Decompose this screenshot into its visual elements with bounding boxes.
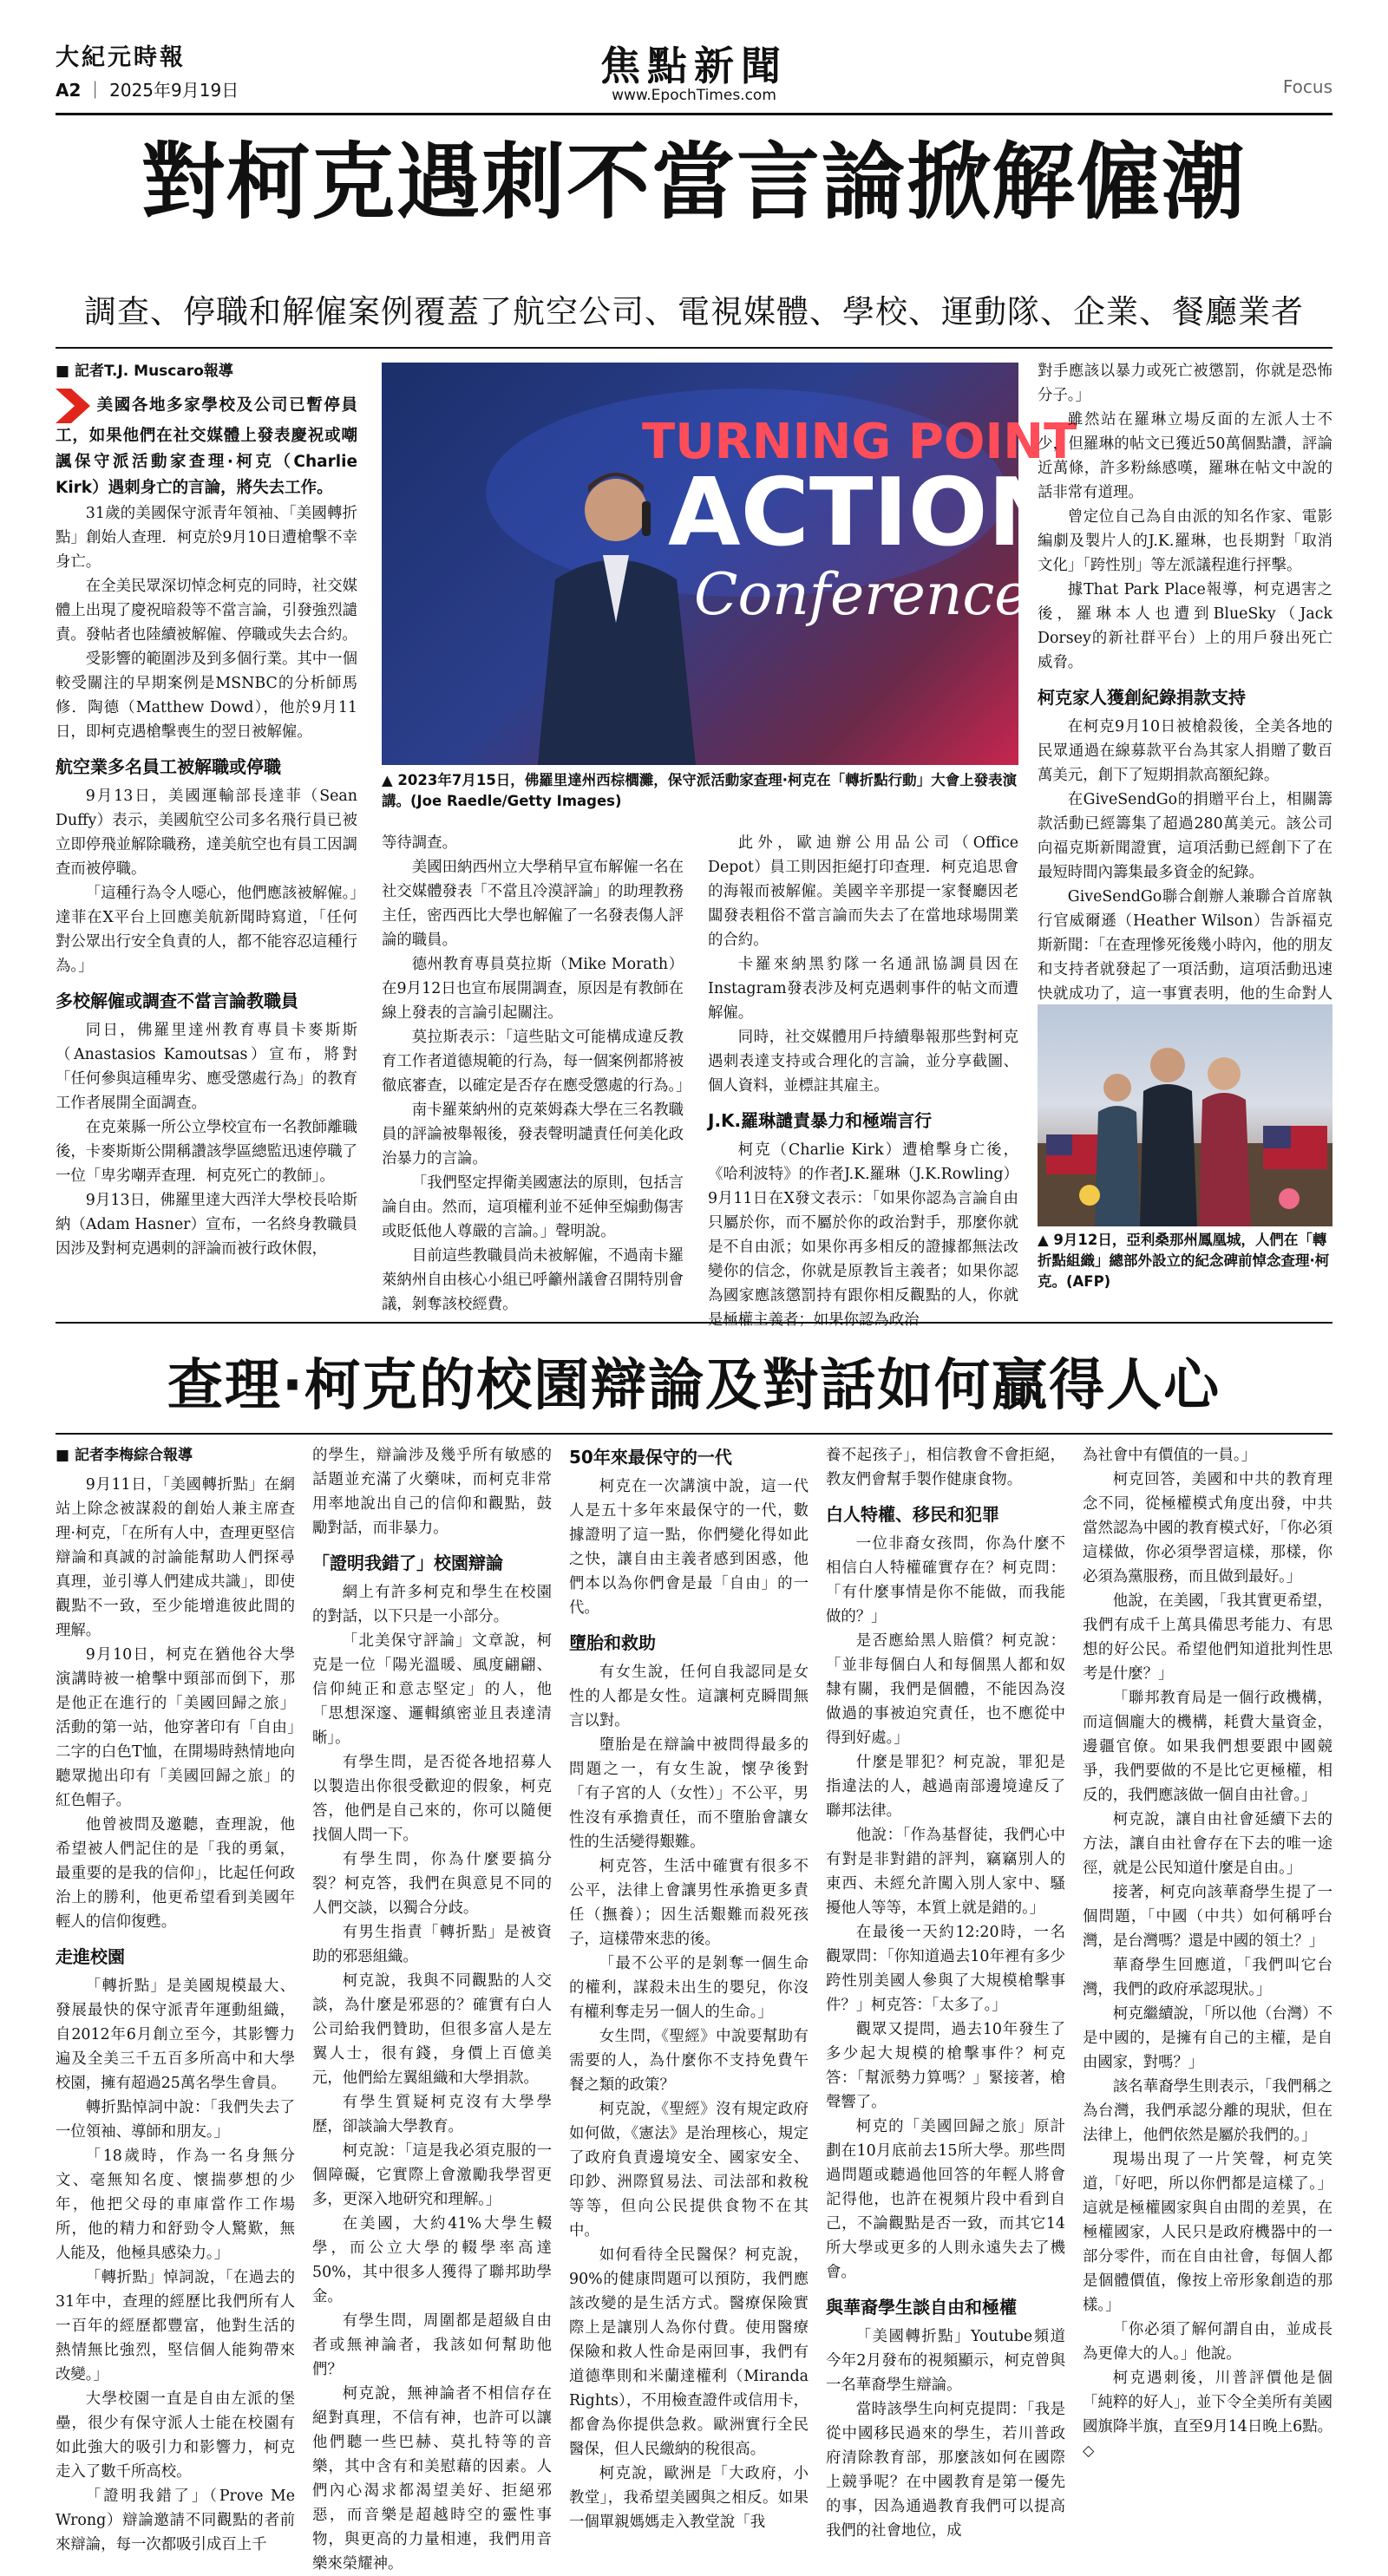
issue-date: 2025年9月19日 — [109, 80, 239, 101]
article1-byline: ■ 記者T.J. Muscaro報導 — [56, 363, 233, 380]
flower — [1279, 1188, 1300, 1209]
site-url: www.EpochTimes.com — [612, 87, 776, 104]
paragraph: 柯克說，《聖經》沒有規定政府如何做，《憲法》是治理核心，規定了政府負責邊境安全、國家安全、印鈔、洲際貿易法、司法部和救稅等等，但向公民提供食物不在其中。 — [569, 2101, 809, 2239]
paragraph: 的學生，辯論涉及幾乎所有敏感的話題並充滿了火藥味，而柯克非常用率地說出自己的信仰和觀點，鼓勵對話，而非暴力。 — [312, 1447, 552, 1537]
paragraph: 「轉折點」是美國規模最大、發展最快的保守派青年運動組織，自2012年6月創立至今，其影響力遍及全美三千五百多所高中和大學校園，擁有超過25萬名學生會員。 — [56, 1978, 295, 2092]
paragraph: 同日，佛羅里達州教育專員卡麥斯斯（Anastasios Kamoutsas）宣布，將對「任何參與這種卑劣、應受懲處行為」的教育工作者展開全面調查。 — [56, 1022, 357, 1112]
paragraph: 「聯邦教育局是一個行政機構，而這個龐大的機構，耗費大量資金，邊疆官僚。如果我們想要跟中國競爭，我們要做的不是比它更極權，相反的，我們應該做一個自由社會。」 — [1083, 1690, 1332, 1804]
article2-byline: ■ 記者李梅綜合報導 — [56, 1447, 193, 1464]
article2-column-3 — [569, 1443, 809, 2531]
paragraph: 華裔學生回應道，「我們叫它台灣，我們的政府承認現狀。」 — [1083, 1957, 1332, 1998]
paragraph: 女生問，《聖經》中說要幫助有需要的人，為什麼你不支持免費午餐之類的政策？ — [569, 2028, 809, 2094]
paragraph: 柯克（Charlie Kirk）遭槍擊身亡後，《哈利波特》的作者J.K.羅琳（J.K.Rowling）9月11日在X發文表示：「如果你認為言論自由只屬於你，而不屬於你的政治對手，那麼你就是不自由派；如果你再多相反的證據都無法改變你的信念，你就是原教旨主義者；如果你認為國家應該懲罰持有跟你相反觀點的人，你就是極權主義者；如果你認為政治 — [708, 1141, 1018, 1329]
paragraph: 柯克回答，美國和中共的教育理念不同，從極權模式角度出發，中共當然認為中國的教育模式好，「你必須這樣做，你必須學習這樣，那樣，你必須為黨服務，而且做到最好。」 — [1083, 1471, 1332, 1585]
paragraph: 一位非裔女孩問，你為什麼不相信白人特權確實存在？柯克問：「有什麼事情是你不能做，而我能做的？」 — [826, 1535, 1065, 1625]
paragraph: 有女生說，任何自我認同是女性的人都是女性。這讓柯克瞬間無言以對。 — [569, 1664, 809, 1729]
paragraph: 據That Park Place報導，柯克遇害之後，羅琳本人也遭到BlueSky（Jack Dorsey的新社群平台）上的用戶發出死亡威脅。 — [1038, 581, 1332, 671]
paragraph: 「這種行為令人噁心，他們應該被解僱。」達菲在X平台上回應美航新聞時寫道，「任何對公眾出行安全負責的人，都不能容忍這種行為。」 — [56, 885, 357, 975]
memorial-photo-illustration — [1038, 1004, 1332, 1226]
article1-column-3 — [708, 831, 1018, 1329]
paragraph: 柯克繼續說，「所以他（台灣）不是中國的，是擁有自己的主權，是自由國家，對嗎？」 — [1083, 2005, 1332, 2071]
paragraph: 該名華裔學生則表示，「我們稱之為台灣，我們承認分離的現狀，但在法律上，他們依然是屬於我們的。」 — [1083, 2078, 1332, 2144]
article1-headline: 對柯克遇刺不當言論掀解僱潮 — [141, 134, 1247, 231]
headline-rule — [56, 347, 1332, 349]
subheading: 白人特權、移民和犯罪 — [826, 1504, 999, 1525]
speech-photo-illustration — [382, 363, 1077, 765]
paragraph: 有學生問，是否從各地招募人以製造出你很受歡迎的假象，柯克答，他們是自己來的，你可以隨便找個人問一下。 — [312, 1754, 552, 1844]
paragraph: 養不起孩子」，相信教會不會拒絕，教友們會幫手製作健康食物。 — [826, 1447, 1065, 1488]
microphone-icon — [642, 501, 651, 536]
paragraph: 柯克答，生活中確實有很多不公平，法律上會讓男性承擔更多責任（撫養）；因生活艱難而殺死孩子，這樣帶來悲的後。 — [569, 1858, 809, 1948]
photo2-caption: ▲ 9月12日，亞利桑那州鳳凰城，人們在「轉折點組織」總部外設立的紀念碑前悼念查理·柯克。(AFP) — [1038, 1232, 1330, 1290]
paragraph: 9月10日，柯克在猶他谷大學演講時被一槍擊中頸部而倒下，那是他正在進行的「美國回歸之旅」活動的第一站，他穿著印有「自由」二字的白色T恤，在開場時熱情地向聽眾拋出印有「美國回歸之旅」的紅色帽子。 — [56, 1646, 295, 1809]
speaker-head — [585, 479, 647, 541]
paragraph: 「我們堅定捍衛美國憲法的原則，包括言論自由。然而，這項權利並不延伸至煽動傷害或貶低他人尊嚴的言論。」聲明說。 — [382, 1174, 684, 1240]
paragraph: 美國田納西州立大學稍早宣布解僱一名在社交媒體發表「不當且冷漠評論」的助理教務主任，密西西比大學也解僱了一名發表傷人評論的職員。 — [382, 859, 684, 949]
paragraph: GiveSendGo聯合創辦人兼聯合首席執行官威爾遜（Heather Wilson）告訴福克斯新聞：「在查理慘死後幾小時內，他的朋友和支持者就發起了一項活動，這項活動迅速快就成功了，這一事實表明，他的生命對人 — [1038, 888, 1332, 1003]
paragraph: 9月11日，「美國轉折點」在網站上除念被謀殺的創始人兼主席查理·柯克，「在所有人中，查理更堅信辯論和真誠的討論能幫助人們探尋真理，並引導人們建成共識」，即使觀點不一致，至少能增進彼此間的理解。 — [56, 1476, 295, 1639]
article2-column-2 — [312, 1443, 552, 2573]
page-info — [56, 76, 239, 101]
paragraph: 柯克說，讓自由社會延續下去的方法，讓自由社會存在下去的唯一途徑，就是公民知道什麼是自由。」 — [1083, 1811, 1332, 1877]
paragraph: 當時該學生向柯克提問：「我是從中國移民過來的學生，若川普政府清除教育部，那麼該如何在國際上競爭呢？在中國教育是第一優先的事，因為通過教育我們可以提高我們的社會地位，成 — [826, 2401, 1065, 2540]
paragraph: 對手應該以暴力或死亡被懲罰，你就是恐怖分子。」 — [1038, 363, 1332, 404]
article1-column-2 — [382, 831, 691, 1313]
mourner-body-1 — [1140, 1084, 1197, 1226]
paragraph: 有男生指責「轉折點」是被資助的邪惡組織。 — [312, 1924, 552, 1965]
photo1-caption: ▲ 2023年7月15日，佛羅里達州西棕櫚灘，保守派活動家查理·柯克在「轉折點行動」大會上發表演講。(Joe Raedle/Getty Images) — [382, 772, 1018, 809]
paragraph: 莫拉斯表示：「這些貼文可能構成違反教育工作者道德規範的行為，每一個案例都將被徹底審查，以確定是否存在應受懲處的行為。」 — [382, 1029, 691, 1095]
paragraph: 他曾被問及邀聽，查理說，他希望被人們記住的是「我的勇氣，最重要的是我的信仰」，比起任何政治上的勝利，他更希望看到美國年輕人的信仰復甦。 — [56, 1816, 295, 1931]
paragraph: 為社會中有價值的一員。」 — [1083, 1447, 1256, 1464]
photo-memorial — [1038, 1004, 1332, 1226]
article2-column-1 — [56, 1443, 295, 2553]
subheading: 柯克家人獲創紀錄捐款支持 — [1038, 687, 1246, 708]
subheading: 50年來最保守的一代 — [569, 1447, 732, 1468]
banner-text-top: TURNING POINT — [642, 414, 1077, 470]
article2-column-5 — [1083, 1443, 1332, 2491]
flag-right-canton — [1263, 1126, 1291, 1148]
lead-text: 美國各地多家學校及公司已暫停員工，如果他們在社交媒體上發表慶祝或嘲諷保守派活動家查理·柯克（Charlie Kirk）遇刺身亡的言論，將失去工作。 — [56, 396, 357, 497]
paragraph: 有學生問，你為什麼要搞分裂？柯克答，我們在與意見不同的人們交談，以獨合分歧。 — [312, 1851, 552, 1917]
paragraph: 轉折點悼詞中說：「我們失去了一位領袖、導師和朋友。」 — [56, 2099, 295, 2141]
headline2-rule — [56, 1433, 1332, 1435]
article1-column-1 — [56, 359, 357, 1313]
article1-subhead: 調查、停職和解僱案例覆蓋了航空公司、電視媒體、學校、運動隊、企業、餐廳業者 — [84, 293, 1304, 330]
paragraph: 在GiveSendGo的捐贈平台上，相關籌款活動已經籌集了超過280萬美元。該公司向福克斯新聞證實，這項活動已經創下了在最短時間內籌集最多資金的紀錄。 — [1038, 791, 1332, 881]
banner-text-main: ACTION — [668, 459, 1066, 567]
article1-lead — [56, 389, 357, 501]
mourner-head-3 — [1103, 1074, 1131, 1102]
paragraph: 現場出現了一片笑聲，柯克笑道，「好吧，所以你們都是這樣了。」這就是極權國家與自由間的差異，在極權國家，人民只是政府機器中的一部分零件，而在自由社會，每個人都是個體價值，像按上帝形象創造的那樣。」 — [1083, 2151, 1332, 2314]
paragraph: 他說，在美國，「我其實更希望，我們有成千上萬具備思考能力、有思想的好公民。希望他們知道批判性思考是什麼？」 — [1083, 1592, 1332, 1683]
subheading: 航空業多名員工被解職或停職 — [56, 756, 281, 777]
photo-charlie-kirk-speech — [382, 363, 1077, 765]
paragraph: 曾定位自己為自由派的知名作家、電影編劇及製片人的J.K.羅琳，也長期對「取消文化」「跨性別」等左派議程進行抨擊。 — [1038, 508, 1332, 574]
subheading: J.K.羅琳譴責暴力和極端言行 — [708, 1110, 933, 1131]
paragraph: 網上有許多柯克和學生在校園的對話，以下只是一小部分。 — [312, 1584, 552, 1625]
paragraph: 柯克的「美國回歸之旅」原計劃在10月底前去15所大學。那些問過問題或聽過他回答的年輕人將會記得他，也許在視頻片段中看到自己，不論觀點是否一致，而其它14所大學或更多的人則永遠失去了機會。 — [826, 2118, 1065, 2281]
subheading: 與華裔學生談自由和極權 — [826, 2297, 1017, 2318]
subheading: 走進校園 — [56, 1946, 125, 1967]
flag-left-canton — [1046, 1134, 1072, 1155]
paragraph: 有學生質疑柯克沒有大學學歷，卻談論大學教育。 — [312, 2094, 552, 2135]
paragraph: 大學校園一直是自由左派的堡壘，很少有保守派人士能在校園有如此強大的吸引力和影響力，柯克走入了數千所高校。 — [56, 2390, 295, 2481]
article2-column-4 — [826, 1443, 1065, 2540]
mourner-body-3 — [1095, 1106, 1140, 1226]
paragraph: 「北美保守評論」文章說，柯克是一位「陽光溫暖、風度翩翩、信仰純正和意志堅定」的人，他「思想深邃、邏輯縝密並且表達清晰」。 — [312, 1632, 552, 1747]
paragraph: 接著，柯克向該華裔學生提了一個問題，「中國（中共）如何稱呼台灣，是台灣嗎？還是中國的領土？」 — [1083, 1884, 1332, 1950]
paragraph: 墮胎是在辯論中被問得最多的問題之一，有女生說，懷孕後對「有子宮的人（女性）」不公平，男性沒有承擔責任，而不墮胎會讓女性的生活變得艱難。 — [569, 1736, 809, 1851]
flower — [1079, 1185, 1100, 1206]
paragraph: 他說：「作為基督徒，我們心中有對是非對錯的評判，竊竊別人的東西、未經允許闖入別人家中、騷擾他人等等，本質上就是錯的。」 — [826, 1827, 1065, 1917]
paragraph: 「美國轉折點」Youtube頻道今年2月發布的視頻顯示，柯克曾與一名華裔學生辯論。 — [826, 2328, 1065, 2394]
article1-column-4 — [1038, 359, 1332, 1003]
paragraph: 什麼是罪犯？柯克說，罪犯是指違法的人，越過南部邊境違反了聯邦法律。 — [826, 1754, 1065, 1820]
paragraph: 柯克說，歐洲是「大政府，小教堂」，我希望美國與之相反。如果一個單親媽媽走入教堂說「我 — [569, 2465, 809, 2531]
paragraph: 同時，社交媒體用戶持續舉報那些對柯克遇刺表達支持或合理化的言論，並分享截圖、個人資料，並標註其雇主。 — [708, 1029, 1018, 1095]
paragraph: 目前這些教職員尚未被解僱，不過南卡羅萊納州自由核心小組已呼籲州議會召開特別會議，剝奪該校經費。 — [382, 1247, 684, 1313]
paragraph: 觀眾又提問，過去10年發生了多少起大規模的槍擊事件？柯克答：「幫派勢力算嗎？」緊接著，槍聲響了。 — [826, 2021, 1065, 2111]
paragraph: 「轉折點」悼詞說，「在過去的31年中，查理的經歷比我們所有人一百年的經歷都豐富，他對生活的熱情無比強烈，堅信個人能夠帶來改變。」 — [56, 2269, 295, 2383]
masthead — [56, 35, 1332, 108]
paragraph: 在最後一天約12:20時，一名觀眾問：「你知道過去10年裡有多少跨性別美國人參與了大規模槍擊事件？」柯克答：「太多了。」 — [826, 1924, 1065, 2014]
paragraph: 受影響的範圍涉及到多個行業。其中一個較受關注的早期案例是MSNBC的分析師馬修．陶德（Matthew Dowd），他於9月11日，即柯克遇槍擊喪生的翌日被解僱。 — [56, 651, 357, 741]
masthead-rule — [56, 113, 1332, 115]
paragraph: 有學生問，周圍都是超級自由者或無神論者，我該如何幫助他們？ — [312, 2312, 552, 2378]
subheading: 「證明我錯了」校園辯論 — [312, 1553, 503, 1573]
section-title: 焦點新聞 — [600, 42, 788, 89]
page-number: A2 — [56, 80, 82, 101]
paragraph: 是否應給黑人賠償？柯克說：「並非每個白人和每個黑人都和奴隸有關，我們是個體，不能因為沒做過的事被迫究責任，也不應從中得到好處。」 — [826, 1632, 1065, 1747]
page-separator: ｜ — [81, 80, 110, 101]
paragraph: 在美國，大約41%大學生輟學，而公立大學的輟學率高達50%，其中很多人獲得了聯邦助學金。 — [312, 2215, 552, 2305]
paragraph: 「18歲時，作為一名身無分文、毫無知名度、懷揣夢想的少年，他把父母的車庫當作工作場所，他的精力和舒勁令人驚歎，無人能及，他極具感染力。」 — [56, 2148, 295, 2262]
paragraph: 柯克遇刺後，川普評價他是個「純粹的好人」，並下令全美所有美國國旗降半旗，直至9月14日晚上6點。◇ — [1083, 2370, 1332, 2460]
banner-text-bottom: Conference — [694, 561, 1029, 628]
paragraph: 柯克在一次講演中說，這一代人是五十多年來最保守的一代，數據證明了這一點，你們變化得如此之快，讓自由主義者感到困惑，他們本以為你們會是最「自由」的一代。 — [569, 1478, 809, 1617]
paragraph: 德州教育專員莫拉斯（Mike Morath）在9月12日也宣布展開調查，原因是有教師在線上發表的言論引起關注。 — [382, 956, 684, 1022]
paragraph: 南卡羅萊納州的克萊姆森大學在三名教職員的評論被舉報後，發表聲明譴責任何美化政治暴力的言論。 — [382, 1102, 684, 1167]
paragraph: 此外，歐迪辦公用品公司（Office Depot）員工則因拒絕打印查理．柯克追思會的海報而被解僱。美國辛辛那提一家餐廳因老闆發表粗俗不當言論而失去了在當地球場開業的合約。 — [708, 834, 1018, 949]
paragraph: 卡羅來納黑豹隊一名通訊協調員因在Instagram發表涉及柯克遇刺事件的帖文而遭解僱。 — [708, 956, 1018, 1022]
paragraph: 柯克說：「這是我必須克服的一個障礙，它實際上會激勵我學習更多，更深入地研究和理解。」 — [312, 2142, 552, 2208]
paragraph: 柯克說，無神論者不相信存在絕對真理，不信有神，也許可以讓他們聽一些巴赫、莫扎特等的音樂，其中含有和美慰藉的因素。人們內心渴求都渴望美好、拒絕邪惡，而音樂是超越時空的靈性事物，與更高的力量相連，我們用音樂來榮耀神。 — [312, 2385, 552, 2573]
paragraph: 如何看待全民醫保？柯克說，90%的健康問題可以預防，我們應該改變的是生活方式。醫療保險實際上是讓別人為你付費。使用醫療保險和救人性命是兩回事，我們有道德準則和米蘭達權利（Miranda Rights），不用檢查證件或信用卡，都會為你提供急救。歐洲實行全民醫保，但人民繳納的稅很高。 — [569, 2246, 809, 2458]
red-arrow-icon — [56, 389, 90, 423]
newspaper-brand: 大紀元時報 — [56, 44, 186, 71]
article2-headline: 查理·柯克的校園辯論及對話如何贏得人心 — [167, 1354, 1221, 1418]
mourner-body-2 — [1199, 1093, 1251, 1226]
paragraph: 柯克說，我與不同觀點的人交談，為什麼是邪惡的？確實有白人公司給我們贊助，但很多富人是左翼人士，很有錢，身價上百億美元，他們給左翼組織和大學捐款。 — [312, 1972, 552, 2087]
section-label: Focus — [1282, 76, 1332, 97]
paragraph: 9月13日，美國運輸部長達菲（Sean Duffy）表示，美國航空公司多名飛行員已被立即停飛並解除職務，達美航空也有員工因調查而被停職。 — [56, 788, 357, 878]
subheading: 多校解僱或調查不當言論教職員 — [56, 991, 298, 1011]
mourner-head-1 — [1150, 1048, 1185, 1082]
paragraph: 9月13日，佛羅里達大西洋大學校長哈斯納（Adam Hasner）宣布，一名終身教職員因涉及對柯克遇刺的評論而被行政休假， — [56, 1192, 357, 1258]
paragraph: 「你必須了解何謂自由，並成長為更偉大的人。」他說。 — [1083, 2321, 1332, 2363]
paragraph: 在克萊縣一所公立學校宣布一名教師離職後，卡麥斯斯公開稱讚該學區總監迅速停職了一位「卑劣嘲弄查理．柯克死亡的教師」。 — [56, 1119, 357, 1185]
paragraph: 在柯克9月10日被槍殺後，全美各地的民眾通過在線募款平台為其家人捐贈了數百萬美元，創下了短期捐款高額紀錄。 — [1038, 718, 1332, 784]
paragraph: 31歲的美國保守派青年領袖、「美國轉折點」創始人查理．柯克於9月10日遭槍擊不幸身亡。 — [56, 505, 357, 571]
paragraph: 「證明我錯了」（Prove Me Wrong）辯論邀請不同觀點的者前來辯論，每一次都吸引成百上千 — [56, 2488, 295, 2553]
section-divider — [56, 1322, 1332, 1324]
paragraph: 在全美民眾深切悼念柯克的同時，社交媒體上出現了慶祝暗殺等不當言論，引發強烈譴責。發帖者也陸續被解僱、停職或失去合約。 — [56, 578, 357, 644]
paragraph: 「最不公平的是剝奪一個生命的權利，謀殺未出生的嬰兒，你沒有權利奪走另一個人的生命。」 — [569, 1955, 809, 2021]
paragraph: 等待調查。 — [382, 834, 457, 852]
mourner-head-2 — [1208, 1057, 1241, 1090]
subheading: 墮胎和救助 — [569, 1632, 656, 1653]
paragraph: 雖然站在羅琳立場反面的左派人士不少，但羅琳的帖文已獲近50萬個點讚，評論近萬條，許多粉絲感嘆，羅琳在帖文中說的話非常有道理。 — [1038, 411, 1332, 501]
